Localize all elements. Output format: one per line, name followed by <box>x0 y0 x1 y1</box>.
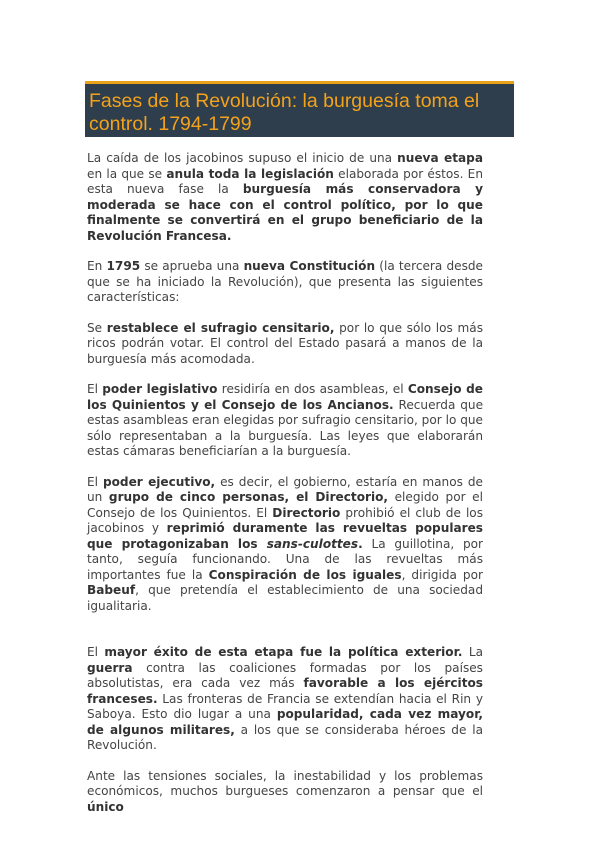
bold-text: poder legislativo <box>102 382 218 396</box>
bold-text: 1795 <box>106 259 141 273</box>
paragraph-legislative-power <box>87 382 483 460</box>
text-run: se aprueba una <box>140 259 244 273</box>
bold-text <box>267 537 358 551</box>
bold-text: grupo de cinco personas, el Directorio, <box>108 490 389 504</box>
paragraph-social-tensions <box>87 769 483 816</box>
text-run: a los que se consideraba héroes de la Revolución. <box>87 722 483 752</box>
text-run: La guillotina, por tanto, seguía funcionando. Una de las revueltas más importantes fue la <box>87 536 483 582</box>
bold-text: popularidad, cada vez mayor, de algunos militares, <box>87 707 483 737</box>
text-run: Se <box>87 320 107 335</box>
text-run: Las fronteras de Francia se extendían hacia el Rin y Saboya. Esto dio lugar a una <box>87 691 483 721</box>
bold-text: guerra <box>87 660 133 675</box>
text-run: elegido por el Consejo de los Quinientos. El <box>87 490 483 520</box>
emphasis-text: sans-culottes <box>266 536 359 551</box>
text-run: contra las coaliciones formadas por los países absolutistas, era cada vez más <box>87 660 483 690</box>
title-banner <box>85 81 514 137</box>
bold-text: Conspiración de los iguales <box>208 567 402 582</box>
bold-text: favorable a los ejércitos franceses. <box>87 676 483 706</box>
bold-text: reprimió duramente las revueltas populares que protagonizaban los <box>87 521 483 551</box>
bold-text: anula toda la legislación <box>166 166 334 181</box>
text-run: , que pretendía el establecimiento de una sociedad igualitaria. <box>87 583 483 613</box>
text-run: Recuerda que estas asambleas eran elegidas por sufragio censitario, por lo que sólo representaban a la burguesía. Las leyes que elaborarán estas cámaras beneficiarían a la burguesía. <box>87 397 484 458</box>
text-run: En <box>87 259 107 273</box>
text-run: El <box>87 645 105 659</box>
paragraph-intro <box>87 151 483 244</box>
bold-text: único <box>87 799 124 814</box>
bold-text: burguesía más conservadora y moderada se hace con el control político, por lo que finalmente se convertirá en el grupo beneficiario de la Revolución Francesa. <box>87 182 483 243</box>
text-run: residiría en dos asambleas, el <box>217 382 408 396</box>
text-run: El <box>87 474 103 489</box>
text-run: prohibió el club de los jacobinos y <box>87 505 484 535</box>
text-run: (la tercera desde que se ha iniciado la Revolución), que presenta las siguientes características: <box>87 259 483 304</box>
text-run: es decir, el gobierno, estaría en manos de un <box>87 474 483 504</box>
bold-text: Directorio <box>272 505 341 520</box>
bold-text: restablece el sufragio censitario, <box>106 320 335 335</box>
document-body <box>87 151 483 830</box>
bold-text: mayor éxito de esta etapa fue la política exterior. <box>104 645 463 659</box>
text-run: La caída de los jacobinos supuso el inicio de una <box>87 151 398 165</box>
bold-text: nueva Constitución <box>243 259 376 273</box>
text-run: elaborada por éstos. En esta nueva fase la <box>87 166 483 196</box>
paragraph-suffrage <box>87 321 483 368</box>
bold-text: poder ejecutivo, <box>102 474 216 489</box>
page-title: Fases de la Revolución: la burguesía toma el control. 1794-1799 <box>89 90 480 135</box>
paragraph-constitution-1795 <box>87 259 483 306</box>
text-run: en la que se <box>87 166 167 181</box>
paragraph-foreign-policy <box>87 645 483 754</box>
bold-text: . <box>358 536 363 551</box>
text-run: , dirigida por <box>401 567 483 582</box>
text-run: Ante las tensiones sociales, la inestabilidad y los problemas económicos, muchos burgueses comenzaron a pensar que el <box>87 768 483 798</box>
bold-text: Consejo de los Quinientos y el Consejo de los Ancianos. <box>87 382 483 412</box>
text-run: por lo que sólo los más ricos podrán votar. El control del Estado pasará a manos de la burguesía más acomodada. <box>87 320 484 366</box>
text-run: El <box>87 382 103 396</box>
paragraph-executive-power <box>87 475 483 615</box>
text-run: La <box>462 645 483 659</box>
bold-text: nueva etapa <box>397 151 483 165</box>
bold-text: Babeuf <box>87 583 136 597</box>
